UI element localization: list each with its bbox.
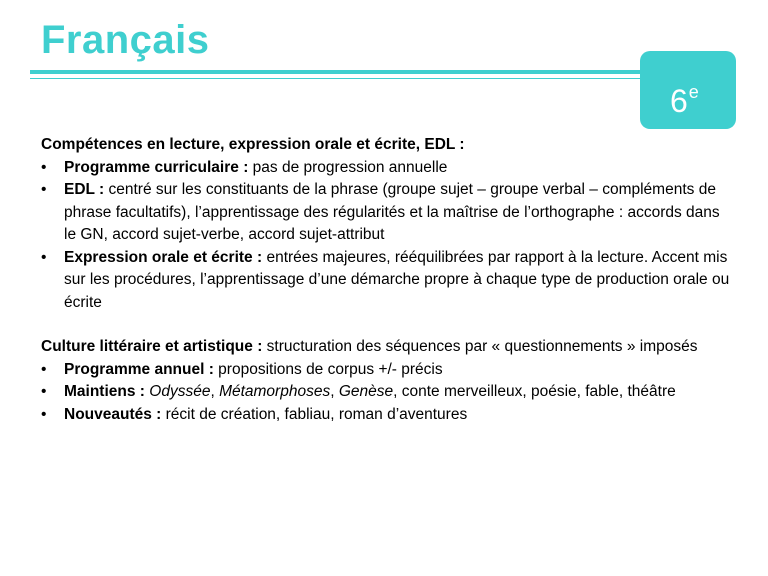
list-item [41, 157, 731, 180]
item-label: EDL : [64, 181, 105, 198]
competences-list [41, 157, 731, 315]
section-spacer [41, 314, 731, 336]
grade-label [670, 74, 699, 119]
list-item [41, 179, 731, 247]
bullet-icon: • [41, 181, 47, 198]
item-text: pas de progression annuelle [248, 158, 448, 176]
item-label: Programme annuel : [64, 360, 214, 378]
grade-suffix: e [688, 82, 699, 102]
bullet-icon: • [41, 248, 47, 266]
bullet-icon: • [41, 360, 47, 378]
title-underline-thick [30, 70, 642, 74]
title-underline-thin [30, 78, 642, 79]
item-text: , conte merveilleux, poésie, fable, théâtre [393, 383, 676, 400]
item-label: Nouveautés : [64, 405, 162, 423]
section-heading-competences: Compétences en lecture, expression orale et écrite, EDL : [41, 136, 465, 153]
work-title: Métamorphoses [219, 383, 331, 400]
bullet-icon: • [41, 383, 47, 400]
item-label: Expression orale et écrite : [64, 248, 263, 266]
list-item [41, 359, 731, 382]
slide-title: Français [41, 18, 210, 62]
section-heading-culture: Culture littéraire et artistique : structuration des séquences par « questionnements » imposés [41, 338, 698, 355]
bullet-icon: • [41, 405, 47, 423]
item-text: récit de création, fabliau, roman d’aventures [161, 405, 468, 423]
item-text: entrées majeures, rééquilibrées par rapport à la lecture. Accent mis sur les procédures, l’apprentissage d’une démarche propre à chaque type de production orale ou écrite [64, 248, 730, 311]
list-item [41, 247, 731, 315]
item-label: Programme curriculaire : [64, 158, 249, 176]
item-label: Maintiens : [64, 383, 145, 400]
bullet-icon: • [41, 158, 47, 176]
item-text: centré sur les constituants de la phrase (groupe sujet – groupe verbal – compléments de phrase facultatifs), l’apprentissage des régularités et la maîtrise de l’orthographe : accords dans le GN, accord sujet-verbe, accord sujet-attribut [64, 181, 720, 243]
item-text: propositions de corpus +/- précis [213, 360, 443, 378]
work-title: Genèse [338, 383, 394, 400]
grade-number: 6 [670, 83, 688, 119]
list-item [41, 404, 731, 427]
slide-body [41, 134, 731, 426]
culture-list [41, 359, 731, 427]
list-item: • Maintiens : Odyssée, Métamorphoses, Genèse, conte merveilleux, poésie, fable, théâtre [41, 381, 731, 404]
work-title: Odyssée [149, 383, 211, 400]
